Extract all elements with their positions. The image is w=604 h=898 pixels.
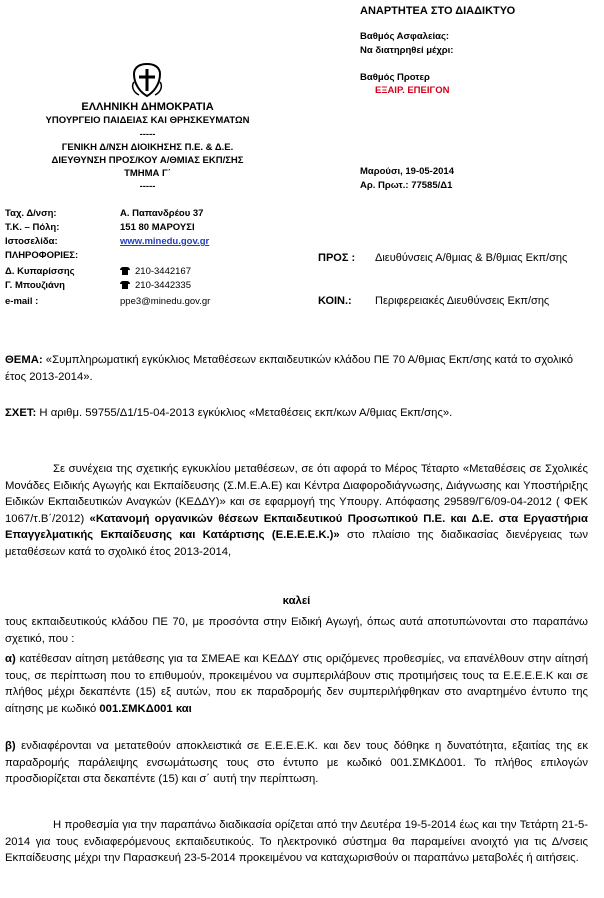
postal-label: Τ.Κ. – Πόλη: (5, 222, 60, 233)
separator: ----- (139, 129, 156, 140)
p1-text: Σε συνέχεια της σχετικής εγκυκλίου μεταθέσεων, σε ότι αφορά το Μέρος Τέταρτο «Μεταθέσεις σε Σχολικές Μονάδες Ειδικής Αγωγής και Εκπαίδευσης (Σ.Μ.Ε.Α.Ε) και Κέντρα Διαφοροδιάγνωσης, Διάγνωσης και Υποστήριξης Ειδικών Εκπαιδευτικών Αναγκών (ΚΕΔΔΥ)» και σε εφαρμογή της Υπουργ. Απόφασης 29589/Γ6/09-04-2012 ( ΦΕΚ 1067/τ.Β΄/2012) (5, 463, 588, 525)
phone-1 (120, 266, 191, 278)
item-a-code: 001.ΣΜΚΔ001 και (99, 702, 192, 715)
item-b-text: ενδιαφέρονται να μετατεθούν αποκλειστικά σε Ε.Ε.Ε.Ε.Κ. και δεν τους δόθηκε η δυνατότητα, εξαιτίας της εκ παραδρομής παράλειψης ενσωμάτωσης τους στο έντυπο με κωδικό 001.ΣΜΚΔ001. Το πλήθος επιλογών προσδιορίζεται στα δεκαπέντε (15) και σ΄ αυτή την περίπτωση. (5, 740, 588, 786)
protocol-number: Αρ. Πρωτ.: 77585/Δ1 (360, 180, 453, 191)
department: ΤΜΗΜΑ Γ΄ (124, 168, 171, 179)
cc-value: Περιφερειακές Διευθύνσεις Εκπ/σης (375, 295, 550, 307)
body-paragraph-1 (5, 461, 588, 561)
subject-label: ΘΕΜΑ: (5, 354, 43, 366)
subject-text: «Συμπληρωματική εγκύκλιος Μεταθέσεων εκπαιδευτικών κλάδου ΠΕ 70 Α/θμιας Εκπ/σης κατά το σχολικό έτος 2013-2014». (5, 354, 574, 383)
info-label: ΠΛΗΡΟΦΟΡΙΕΣ: (5, 250, 79, 261)
p1-bold-text: «Κατανομή οργανικών θέσεων Εκπαιδευτικού Προσωπικού Π.Ε. και Δ.Ε. στα Εργαστήρια Επαγγελματικής Εκπαίδευσης και Κατάρτισης (Ε.Ε.Ε.Ε.Κ.)» (5, 512, 588, 542)
contact-person-2: Γ. Μπουζιάνη (5, 280, 65, 291)
to-label: ΠΡΟΣ : (318, 252, 356, 264)
priority-grade-label: Βαθμός Προτερ (360, 72, 430, 83)
email-label: e-mail : (5, 296, 39, 307)
item-a-label: α) (5, 653, 16, 665)
address-label: Ταχ. Δ/νση: (5, 208, 57, 219)
coat-of-arms-emblem (130, 62, 164, 98)
item-b-label: β) (5, 740, 16, 752)
to-value: Διευθύνσεις Α/θμιας & Β/θμιας Εκπ/σης (375, 252, 568, 264)
body-paragraph-2: τους εκπαιδευτικούς κλάδου ΠΕ 70, με προσόντα στην Ειδική Αγωγή, όπως αυτά αποτυπώνονται στο παραπάνω σχετικό, που : (5, 616, 588, 645)
security-grade-label: Βαθμός Ασφαλείας: (360, 31, 450, 42)
reference-label: ΣΧΕΤ: (5, 407, 37, 419)
website-link[interactable]: www.minedu.gov.gr (120, 236, 210, 247)
email-value: ppe3@minedu.gov.gr (120, 296, 211, 307)
priority-value: ΕΞΑΙΡ. ΕΠΕΙΓΟΝ (375, 85, 450, 96)
address-value: Α. Παπανδρέου 37 (120, 208, 204, 219)
body-paragraph-3: Η προθεσμία για την παραπάνω διαδικασία ορίζεται από την Δευτέρα 19-5-2014 έως και την Τετάρτη 21-5-2014 για τους ενδιαφερόμενους εκπαιδευτικούς. Το ηλεκτρονικό σύστημα θα παραμείνει ανοιχτό για τις Δ/νσεις Εκπαίδευσης μέχρι την Παρασκευή 23-5-2014 προκειμένου να καταχωρισθούν οι παραπάνω μεταβολές ή αιτήσεις. (5, 819, 588, 865)
reference (5, 405, 590, 422)
directorate: ΔΙΕΥΘΥΝΣΗ ΠΡΟΣ/ΚΟΥ Α/ΘΜΙΑΣ ΕΚΠ/ΣΗΣ (51, 155, 244, 166)
keep-until-label: Να διατηρηθεί μέχρι: (360, 45, 454, 56)
subject (5, 352, 590, 385)
phone-2 (120, 280, 191, 292)
postal-value: 151 80 ΜΑΡΟΥΣΙ (120, 222, 195, 233)
phone-1-number: 210-3442167 (135, 266, 191, 277)
phone-icon (120, 281, 130, 289)
item-a (5, 651, 588, 717)
item-a-text: κατέθεσαν αίτηση μετάθεσης για τα ΣΜΕΑΕ και ΚΕΔΔΥ στις οριζόμενες προθεσμίες, να επανέλθουν στην αίτησή τους, σε περίπτωση που το επιθυμούν, προκειμένου να συμπεριλάβουν στις προτιμήσεις τους τα Ε.Ε.Ε.Ε.Κ και σε πλήθος μέχρι δεκαπέντε (15) εξ αυτών, που εκ παραδρομής δεν συμπεριλήφθηκαν στο αναρτημένο έντυπο της αίτησης με κωδικό (5, 653, 588, 715)
phone-2-number: 210-3442335 (135, 280, 191, 291)
republic-title: ΕΛΛΗΝΙΚΗ ΔΗΜΟΚΡΑΤΙΑ (81, 101, 214, 113)
website-label: Ιστοσελίδα: (5, 236, 58, 247)
ministry-title: ΥΠΟΥΡΓΕΙΟ ΠΑΙΔΕΙΑΣ ΚΑΙ ΘΡΗΣΚΕΥΜΑΤΩΝ (45, 115, 250, 126)
p1-end-text: στο πλαίσιο της διαδικασίας διενέργειας των μεταθέσεων κατά το σχολικό έτος 2013-2014, (5, 529, 588, 558)
separator: ----- (139, 181, 156, 192)
cc-label: ΚΟΙΝ.: (318, 295, 352, 307)
general-directorate: ΓΕΝΙΚΗ Δ/ΝΣΗ ΔΙΟΙΚΗΣΗΣ Π.Ε. & Δ.Ε. (61, 142, 234, 153)
publish-online-note: ΑΝΑΡΤΗΤΕΑ ΣΤΟ ΔΙΑΔΙΚΤΥΟ (360, 5, 516, 17)
place-date: Μαρούσι, 19-05-2014 (360, 166, 454, 177)
item-b (5, 738, 588, 788)
phone-icon (120, 267, 130, 275)
reference-text: Η αριθμ. 59755/Δ1/15-04-2013 εγκύκλιος «Μεταθέσεις εκπ/κων Α/θμιας Εκπ/σης». (39, 407, 453, 419)
calls-heading: καλεί (282, 595, 311, 607)
contact-person-1: Δ. Κυπαρίσσης (5, 266, 75, 277)
